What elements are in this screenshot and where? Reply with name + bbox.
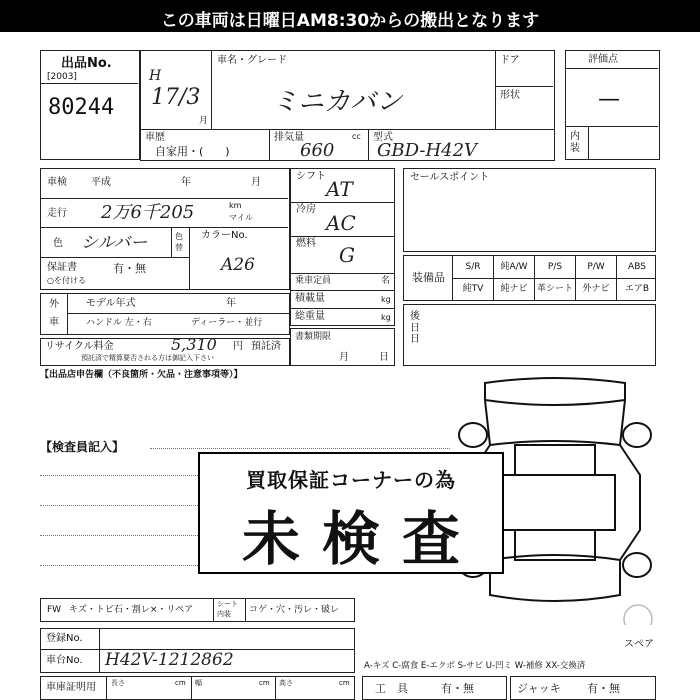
warranty-note: ○を付ける (47, 276, 86, 285)
foreign-label-2: 車 (49, 317, 59, 328)
door-box (495, 50, 555, 130)
displacement-value: 660 (300, 140, 335, 161)
reg-label: 登録No. (46, 633, 83, 644)
reg-box (40, 628, 355, 650)
car-rear-outline (490, 555, 620, 601)
equip-ps: P/S (547, 262, 563, 272)
tools-label: 工 具 (375, 682, 408, 695)
mileage-value: 2万6千205 (101, 202, 195, 223)
shaken-label: 車検 (47, 177, 67, 188)
wheel-fl (459, 423, 487, 447)
cert-dim-5: cm (339, 679, 350, 687)
displacement-unit: cc (352, 132, 361, 141)
equip-aw: 純A/W (500, 262, 528, 272)
color-no-label: カラーNo. (201, 230, 248, 241)
recycle-label: リサイクル料金 (45, 341, 114, 352)
score-box (565, 50, 660, 160)
ac-label: 冷房 (296, 204, 316, 215)
fuel-label: 燃料 (296, 238, 316, 249)
color-label: 色 (53, 238, 63, 249)
banner-text: この車両は日曜日AM8:30からの搬出となります (160, 11, 540, 31)
gross-unit: kg (381, 313, 391, 322)
docs-box (290, 328, 395, 366)
foreign-model-year: モデル年式 (86, 298, 136, 309)
sales-box (403, 168, 656, 252)
chassis-value: H42V-1212862 (105, 650, 234, 670)
tools-value: 有・無 (441, 682, 474, 695)
mileage-unit-km: km (229, 201, 242, 210)
score-label: 評価点 (588, 54, 618, 65)
color-change-label: 色替 (175, 232, 183, 252)
car-roof-outline (485, 378, 625, 400)
model-box (368, 129, 555, 161)
fw-text: キズ・トビ石・割レ×・リペア (69, 605, 194, 615)
ac-value: AC (326, 211, 356, 235)
docs-month: 月 (339, 352, 349, 363)
mileage-unit-mile: マイル (229, 213, 253, 222)
cert-dim-3: cm (259, 679, 270, 687)
equip-ext-navi: 外ナビ (582, 284, 610, 294)
report-label: 【出品店申告欄（不良箇所・欠品・注意事項等）】 (40, 370, 243, 380)
equip-leather: 革シート (536, 284, 573, 294)
shaken-month: 月 (251, 177, 261, 188)
chassis-label: 車台No. (46, 655, 83, 666)
cert-dim-0: 長さ (111, 679, 125, 687)
year-era: H (149, 68, 162, 84)
lot-box (40, 50, 140, 160)
jack-label: ジャッキ (517, 682, 561, 695)
car-hood (515, 445, 595, 475)
gross-label: 総重量 (295, 311, 325, 322)
seat-label-1: シート (217, 600, 238, 608)
shape-label: 形状 (500, 90, 520, 101)
jack-value: 有・無 (587, 682, 620, 695)
inspector-label: 【検査員記入】 (40, 440, 125, 454)
wheel-fr (623, 423, 651, 447)
cert-dim-2: 幅 (195, 679, 202, 687)
equipment-box (403, 255, 656, 301)
equip-navi: 純ナビ (500, 284, 528, 294)
year-box (140, 50, 212, 130)
spare-label: スペア (624, 639, 654, 650)
foreign-dealer: ディーラー・並行 (191, 318, 263, 328)
tools-box (362, 676, 507, 700)
shift-box (290, 168, 395, 274)
cert-box (40, 676, 355, 700)
car-name-box (211, 50, 496, 130)
equip-sr: S/R (465, 262, 481, 272)
car-cabin (495, 475, 615, 530)
warranty-value: 有・無 (113, 262, 146, 275)
not-inspected-stamp (198, 452, 504, 574)
equip-pw: P/W (587, 262, 605, 272)
history-label: 車歴 (145, 132, 165, 143)
displacement-label: 排気量 (274, 132, 304, 143)
damage-legend: A-キズ C-腐食 E-エクボ S-サビ U-凹ミ W-補修 XX-交換済 (364, 661, 586, 671)
fuel-value: G (339, 243, 355, 267)
foreign-year: 年 (226, 298, 236, 309)
equip-tv: 純TV (462, 284, 484, 294)
lot-label: 出品No. (61, 56, 112, 71)
wheel-rr (623, 553, 651, 577)
model-label: 型式 (373, 132, 393, 143)
recycle-value: 5,310 (171, 335, 217, 354)
recycle-status: 預託済 (251, 341, 281, 352)
car-name-value: ミニカバン (272, 87, 403, 117)
load-unit: kg (381, 295, 391, 304)
capacity-box (290, 273, 395, 326)
shift-value: AT (326, 177, 353, 201)
shift-label: シフト (296, 171, 326, 182)
foreign-handle: ハンドル 左・右 (86, 318, 152, 328)
color-no-value: A26 (221, 255, 255, 275)
shaken-year: 年 (181, 177, 191, 188)
car-side-right (620, 445, 640, 560)
recycle-unit: 円 (233, 341, 243, 352)
post-label-2: 日 (410, 334, 420, 345)
year-unit: 月 (199, 116, 209, 126)
load-label: 積載量 (295, 293, 325, 304)
fw-box (40, 598, 355, 622)
docs-label: 書類期限 (295, 332, 332, 342)
interior-label: 内装 (570, 131, 580, 154)
foreign-box (40, 293, 290, 335)
history-value: 自家用・( ) (155, 145, 230, 158)
car-name-label: 車名・グレード (217, 55, 287, 66)
stamp-main-text: 未検査 (241, 505, 482, 573)
equip-abs: ABS (628, 262, 646, 272)
equipment-label: 装備品 (412, 271, 445, 284)
recycle-box (40, 335, 290, 366)
top-banner (0, 0, 700, 32)
spare-tire (624, 605, 652, 625)
cert-dim-1: cm (175, 679, 186, 687)
cert-dim-4: 高さ (279, 679, 293, 687)
history-box (140, 129, 270, 161)
foreign-label-1: 外 (49, 299, 59, 310)
seat-label-2: 内装 (217, 610, 231, 618)
year-value: 17/3 (151, 85, 201, 110)
recycle-note: 預託済で精算要否される方は御記入下さい (81, 354, 214, 362)
jack-box (510, 676, 656, 700)
post-label: 後日 (410, 311, 420, 334)
stamp-top-text: 買取保証コーナーの為 (246, 468, 456, 492)
sales-label: セールスポイント (410, 172, 490, 183)
door-label: ドア (500, 55, 520, 66)
lot-year: [2003] (47, 72, 77, 82)
warranty-label: 保証書 (47, 262, 77, 273)
color-value: シルバー (81, 233, 148, 253)
mileage-label: 走行 (47, 208, 67, 219)
capacity-label: 乗車定員 (295, 276, 332, 286)
displacement-box (269, 129, 369, 161)
chassis-box (40, 649, 355, 673)
score-value: — (598, 87, 620, 112)
shaken-era: 平成 (91, 177, 111, 188)
model-value: GBD-H42V (377, 140, 478, 161)
fw-label: FW (47, 605, 62, 615)
spec-left-box (40, 168, 290, 290)
seat-text: コゲ・穴・汚レ・破レ (249, 605, 340, 615)
equip-airbag: エアB (624, 284, 650, 294)
docs-day: 日 (379, 352, 389, 363)
lot-number: 80244 (48, 95, 115, 120)
post-box (403, 304, 656, 366)
capacity-unit: 名 (381, 276, 391, 286)
car-body-outline (485, 400, 625, 445)
cert-label: 車庫証明用 (46, 682, 96, 693)
